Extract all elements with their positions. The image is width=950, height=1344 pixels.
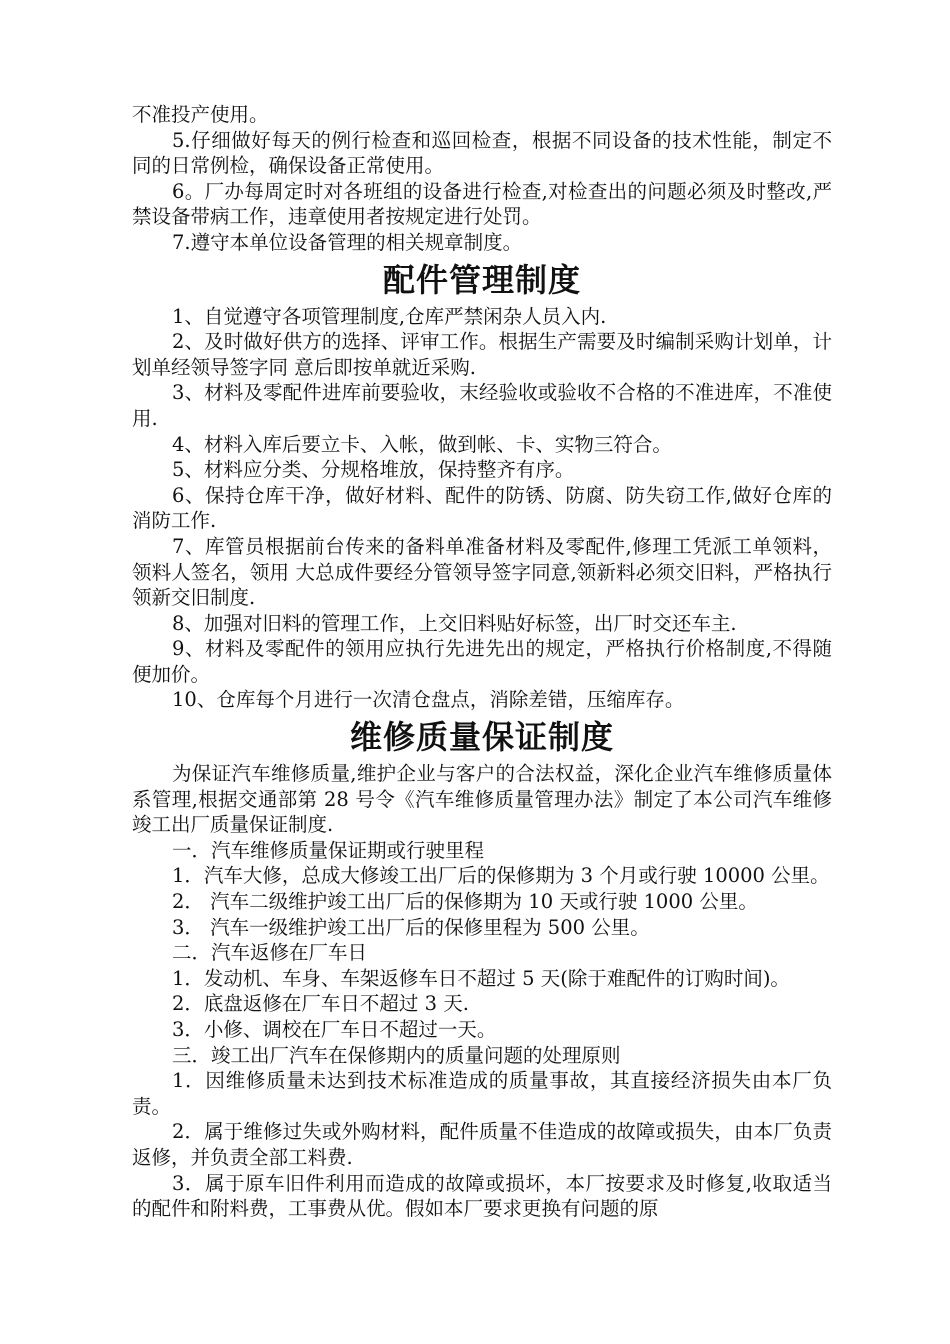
paragraph: 2、及时做好供方的选择、评审工作。根据生产需要及时编制采购计划单，计划单经领导签字同 意后即按单就近采购. (132, 330, 832, 379)
paragraph: 8、加强对旧料的管理工作，上交旧料贴好标签，出厂时交还车主. (172, 611, 737, 635)
paragraph: 5.仔细做好每天的例行检查和巡回检查，根据不同设备的技术性能，制定不同的日常例检，确保设备正常使用。 (132, 128, 832, 178)
paragraph: 4、材料入库后要立卡、入帐，做到帐、卡、实物三符合。 (172, 432, 672, 456)
paragraph: 6。厂办每周定时对各班组的设备进行检查,对检查出的问题必须及时整改,严禁设备带病工作，违章使用者按规定进行处罚。 (132, 179, 832, 229)
paragraph: 2．属于维修过失或外购材料，配件质量不佳造成的故障或损失，由本厂负责返修，并负责全部工料费. (132, 1120, 832, 1169)
section-title: 配件管理制度 (382, 260, 581, 299)
paragraph: 1．汽车大修，总成大修竣工出厂后的保修期为 3 个月或行驶 10000 公里。 (172, 864, 830, 888)
section-equipment-continued (132, 102, 832, 256)
paragraph: 6、保持仓库干净，做好材料、配件的防锈、防腐、防失窃工作,做好仓库的消防工作. (132, 483, 832, 533)
paragraph: 7、库管员根据前台传来的备料单准备材料及零配件,修理工凭派工单领料，领料人签名，领用 大总成件要经分管领导签字同意,领新料必须交旧料，严格执行领新交旧制度. (132, 534, 832, 610)
paragraph: 1．发动机、车身、车架返修车日不超过 5 天(除于难配件的订购时间)。 (172, 966, 790, 990)
paragraph: 3． 汽车一级维护竣工出厂后的保修里程为 500 公里。 (172, 915, 650, 939)
section-title: 维修质量保证制度 (349, 718, 614, 757)
paragraph: 1、自觉遵守各项管理制度,仓库严禁闲杂人员入内. (172, 304, 607, 328)
paragraph: 5、材料应分类、分规格堆放，保持整齐有序。 (172, 458, 575, 482)
paragraph: 3、材料及零配件进库前要验收，末经验收或验收不合格的不准进库，不准使用. (132, 381, 832, 430)
paragraph: 7.遵守本单位设备管理的相关规章制度。 (172, 230, 523, 254)
paragraph: 10、仓库每个月进行一次清仓盘点，消除差错，压缩库存。 (172, 688, 685, 712)
paragraph: 不准投产使用。 (132, 103, 269, 126)
paragraph: 二．汽车返修在厂车日 (172, 941, 368, 965)
document-page (132, 102, 832, 1222)
paragraph: 3．小修、调校在厂车日不超过一天。 (172, 1018, 497, 1041)
section-parts-management (132, 256, 832, 714)
paragraph: 2．底盘返修在厂车日不超过 3 天. (172, 992, 469, 1016)
paragraph: 一．汽车维修质量保证期或行驶里程 (172, 838, 485, 862)
paragraph: 三．竣工出厂汽车在保修期内的质量问题的处理原则 (172, 1043, 621, 1067)
section-repair-quality (132, 713, 832, 1222)
paragraph: 9、材料及零配件的领用应执行先进先出的规定，严格执行价格制度,不得随便加价。 (132, 637, 832, 686)
paragraph: 3．属于原车旧件利用而造成的故障或损坏，本厂按要求及时修复,收取适当的配件和附料费，工事费从优。假如本厂要求更换有问题的原 (132, 1171, 832, 1221)
paragraph: 1．因维修质量未达到技术标准造成的质量事故，其直接经济损失由本厂负责。 (132, 1069, 832, 1118)
paragraph: 为保证汽车维修质量,维护企业与客户的合法权益，深化企业汽车维修质量体系管理,根据交通部第 28 号令《汽车维修质量管理办法》制定了本公司汽车维修竣工出厂质量保证制度. (132, 762, 832, 837)
paragraph: 2． 汽车二级维护竣工出厂后的保修期为 10 天或行驶 1000 公里。 (172, 890, 758, 914)
